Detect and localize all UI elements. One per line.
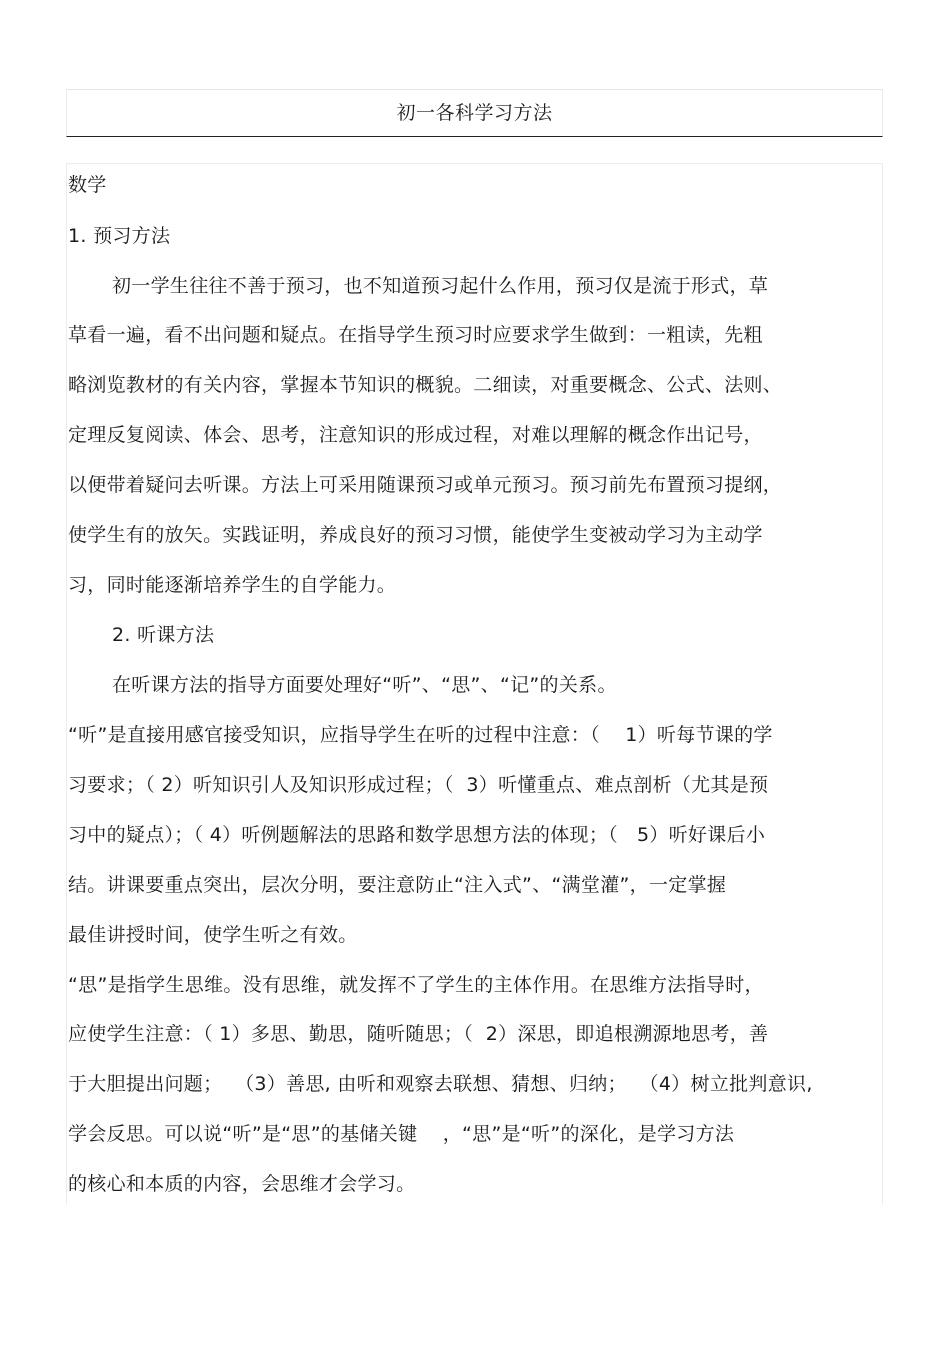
paragraph-line: 在听课方法的指导方面要处理好“听”、“思”、“记”的关系。 [112, 674, 617, 696]
paragraph-line: 结。讲课要重点突出，层次分明，要注意防止“注入式”、“满堂灌”，一定掌握 [68, 874, 727, 896]
paragraph-line: 应使学生注意：（ 1）多思、勤思，随听随思；（ 2）深思，即追根溯源地思考，善 [68, 1023, 769, 1045]
paragraph-line: 习中的疑点）；（ 4）听例题解法的思路和数学思想方法的体现；（ 5）听好课后小 [68, 824, 766, 846]
paragraph-line: 以便带着疑问去听课。方法上可采用随课预习或单元预习。预习前先布置预习提纲， [68, 474, 783, 496]
paragraph-line: “听”是直接用感官接受知识，应指导学生在听的过程中注意：（ 1）听每节课的学 [68, 724, 773, 746]
section-heading-preview: 1. 预习方法 [68, 225, 171, 247]
paragraph-line: “思”是指学生思维。没有思维，就发挥不了学生的主体作用。在思维方法指导时， [68, 974, 764, 996]
paragraph-line: 草看一遍，看不出问题和疑点。在指导学生预习时应要求学生做到：一粗读，先粗 [68, 324, 763, 346]
title-box [66, 89, 883, 137]
paragraph-line: 初一学生往往不善于预习，也不知道预习起什么作用，预习仅是流于形式，草 [112, 275, 769, 297]
paragraph-line: 学会反思。可以说“听”是“思”的基储关键 ，“思”是“听”的深化，是学习方法 [68, 1123, 735, 1145]
paragraph-line: 使学生有的放矢。实践证明，养成良好的预习习惯，能使学生变被动学习为主动学 [68, 524, 763, 546]
paragraph-line: 定理反复阅读、体会、思考，注意知识的形成过程，对难以理解的概念作出记号， [68, 424, 763, 446]
paragraph-line: 习，同时能逐渐培养学生的自学能力。 [68, 574, 397, 596]
paragraph-line: 于大胆提出问题； （3）善思, 由听和观察去联想、猜想、归纳； （4）树立批判意识, [68, 1073, 813, 1095]
document-title: 初一各科学习方法 [396, 102, 553, 124]
subject-heading: 数学 [68, 174, 107, 196]
paragraph-line: 习要求；（ 2）听知识引人及知识形成过程；（ 3）听懂重点、难点剖析（尤其是预 [68, 774, 769, 796]
paragraph-line: 的核心和本质的内容，会思维才会学习。 [68, 1173, 416, 1195]
section-heading-listening: 2. 听课方法 [112, 624, 215, 646]
paragraph-line: 略浏览教材的有关内容，掌握本节知识的概貌。二细读，对重要概念、公式、法则、 [68, 374, 783, 396]
paragraph-line: 最佳讲授时间，使学生听之有效。 [68, 924, 358, 946]
